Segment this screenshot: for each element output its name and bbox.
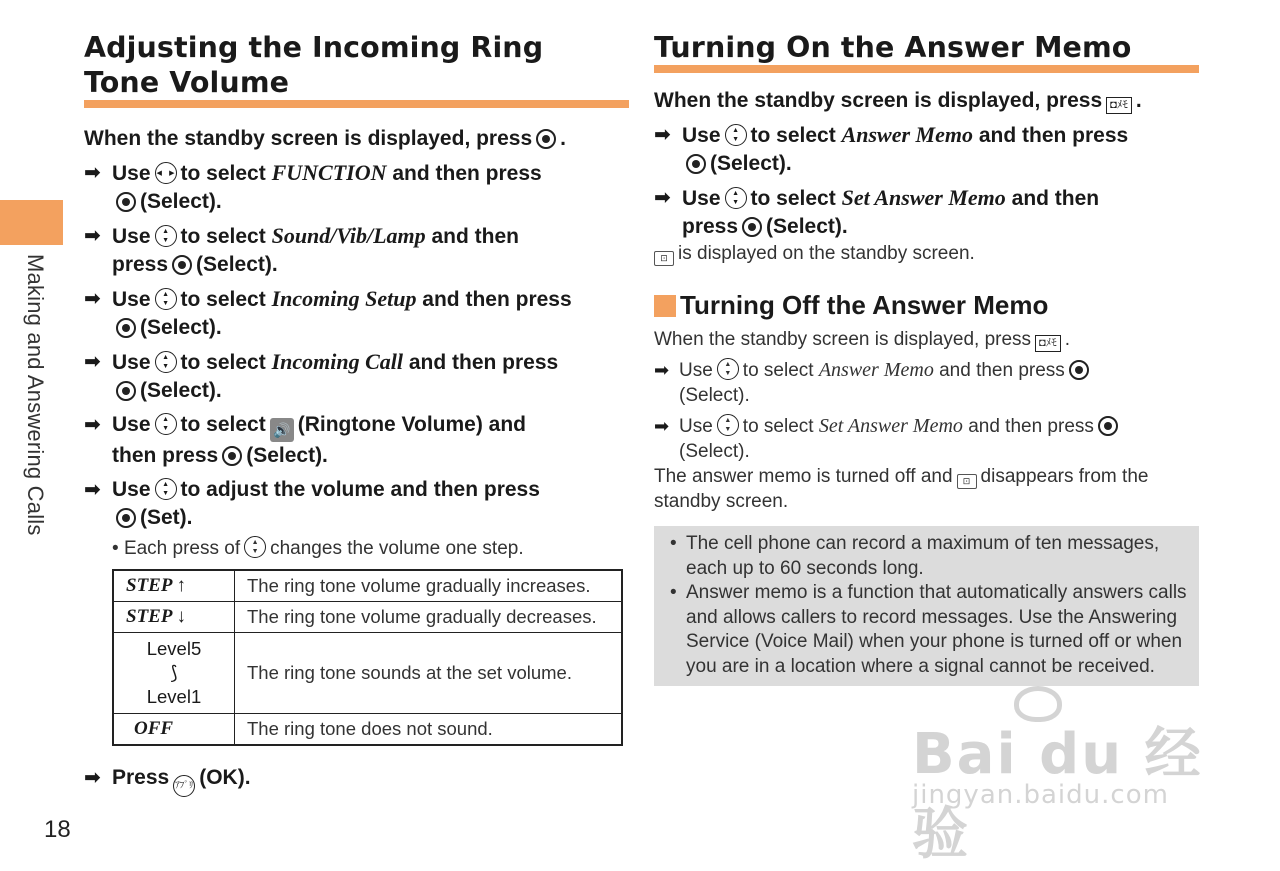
step-5: ➡ Use▲ ▼ to select 🔊 (Ringtone Volume) and then press (Select). [84,411,629,470]
table-row [113,570,622,602]
memo-key-icon: ◘ﾒﾓ [1106,97,1132,114]
arrow-icon: ➡ [654,124,671,146]
off-step-1: ➡ Use▲ ▼ to select Answer Memo and then press (Select). [654,358,1199,408]
page-number: 18 [44,816,71,843]
memo-key-icon: ◘ﾒﾓ [1035,335,1061,352]
table-desc: The ring tone volume gradually increases. [235,570,623,602]
table-key: STEP ↓ [113,602,235,633]
table-key: STEP ↑ [113,570,235,602]
intro-text: When the standby screen is displayed, press . [84,127,566,150]
arrow-icon: ➡ [84,288,101,310]
arrow-icon: ➡ [84,767,101,789]
table-key: OFF [113,714,235,746]
bullet-note: • Each press of▲ ▼ changes the volume one step. [84,536,629,561]
up-down-key-icon [155,225,177,247]
center-key-icon [116,192,136,212]
table-row [113,602,622,633]
arrow-icon: ➡ [84,479,101,501]
up-down-key-icon [717,414,739,436]
step-6: ➡ Use▲ ▼ to adjust the volume and then press (Set). [84,476,629,532]
speaker-icon: 🔊 [270,418,294,442]
chapter-tab [0,200,63,245]
off-step-2: ➡ Use▲ ▼ to select Set Answer Memo and then press (Select). [654,414,1199,464]
section-heading: Turning On the Answer Memo [654,30,1199,73]
up-down-key-icon [244,536,266,558]
arrow-icon: ➡ [654,416,670,436]
chapter-label: Making and Answering Calls [23,254,48,536]
left-column [84,30,629,797]
note-item: • The cell phone can record a maximum of ten messages, each up to 60 seconds long. [670,532,1189,581]
arrow-icon: ➡ [84,351,101,373]
watermark [906,690,1206,867]
step-final: ➡ Press ｱﾌﾟﾘ (OK). [84,764,629,797]
table-row [113,714,622,746]
step-1: ➡ Use▲ ▼ to select Answer Memo and then press (Select). [654,121,1199,178]
center-key-icon [116,381,136,401]
intro-text: When the standby screen is displayed, press ◘ﾒﾓ . [654,89,1142,112]
table-desc: The ring tone volume gradually decreases. [235,602,623,633]
table-desc: The ring tone does not sound. [235,714,623,746]
arrow-icon: ➡ [84,225,101,247]
app-key-icon: ｱﾌﾟﾘ [173,775,195,797]
up-down-key-icon [717,358,739,380]
arrow-icon: ➡ [84,414,101,436]
note-box [654,526,1199,686]
center-key-icon [1098,416,1118,436]
center-key-icon [222,446,242,466]
section-heading: Adjusting the Incoming Ring Tone Volume [84,30,629,108]
step-3: ➡ Use▲ ▼ to select Incoming Setup and then press (Select). [84,285,629,342]
off-intro: When the standby screen is displayed, press ◘ﾒﾓ . [654,329,1070,350]
step-2: ➡ Use▲ ▼ to select Set Answer Memo and then press (Select). [654,184,1199,241]
table-key: Level5 ⟆ Level1 [113,633,235,714]
watermark-brand: Bai du 经验 [912,722,1203,867]
volume-table [112,569,623,746]
status-note: ⊡ is displayed on the standby screen. [654,241,1199,266]
note-item: • Answer memo is a function that automatically answers calls and allows callers to record messages. Use the Answering Service (Voice Mail) when your phone is turned off or when you are in a location where a signal cannot be received. [670,581,1189,679]
left-right-key-icon [155,162,177,184]
up-down-key-icon [155,413,177,435]
step-2: ➡ Use▲ ▼ to select Sound/Vib/Lamp and then press (Select). [84,222,629,279]
orange-square-icon [654,295,676,317]
up-down-key-icon [155,351,177,373]
center-key-icon [172,255,192,275]
center-key-icon [742,217,762,237]
arrow-icon: ➡ [654,360,670,380]
off-result: The answer memo is turned off and ⊡ disappears from the standby screen. [654,466,1149,512]
answer-memo-icon: ⊡ [957,474,977,489]
up-down-key-icon [725,124,747,146]
center-key-icon [116,318,136,338]
center-key-icon [1069,360,1089,380]
up-down-key-icon [725,187,747,209]
center-key-icon [116,508,136,528]
watermark-site: jingyan.baidu.com [912,780,1169,810]
table-row [113,633,622,714]
step-4: ➡ Use▲ ▼ to select Incoming Call and then press (Select). [84,348,629,405]
center-key-icon [536,129,556,149]
arrow-icon: ➡ [84,162,101,184]
step-1: ➡ Use◀ ▶ to select FUNCTION and then press (Select). [84,159,629,216]
subheading: Turning Off the Answer Memo [654,290,1199,321]
up-down-key-icon [155,478,177,500]
answer-memo-icon: ⊡ [654,251,674,266]
paw-icon [1014,686,1062,722]
arrow-icon: ➡ [654,187,671,209]
table-desc: The ring tone sounds at the set volume. [235,633,623,714]
center-key-icon [686,154,706,174]
up-down-key-icon [155,288,177,310]
right-column [654,30,1199,686]
